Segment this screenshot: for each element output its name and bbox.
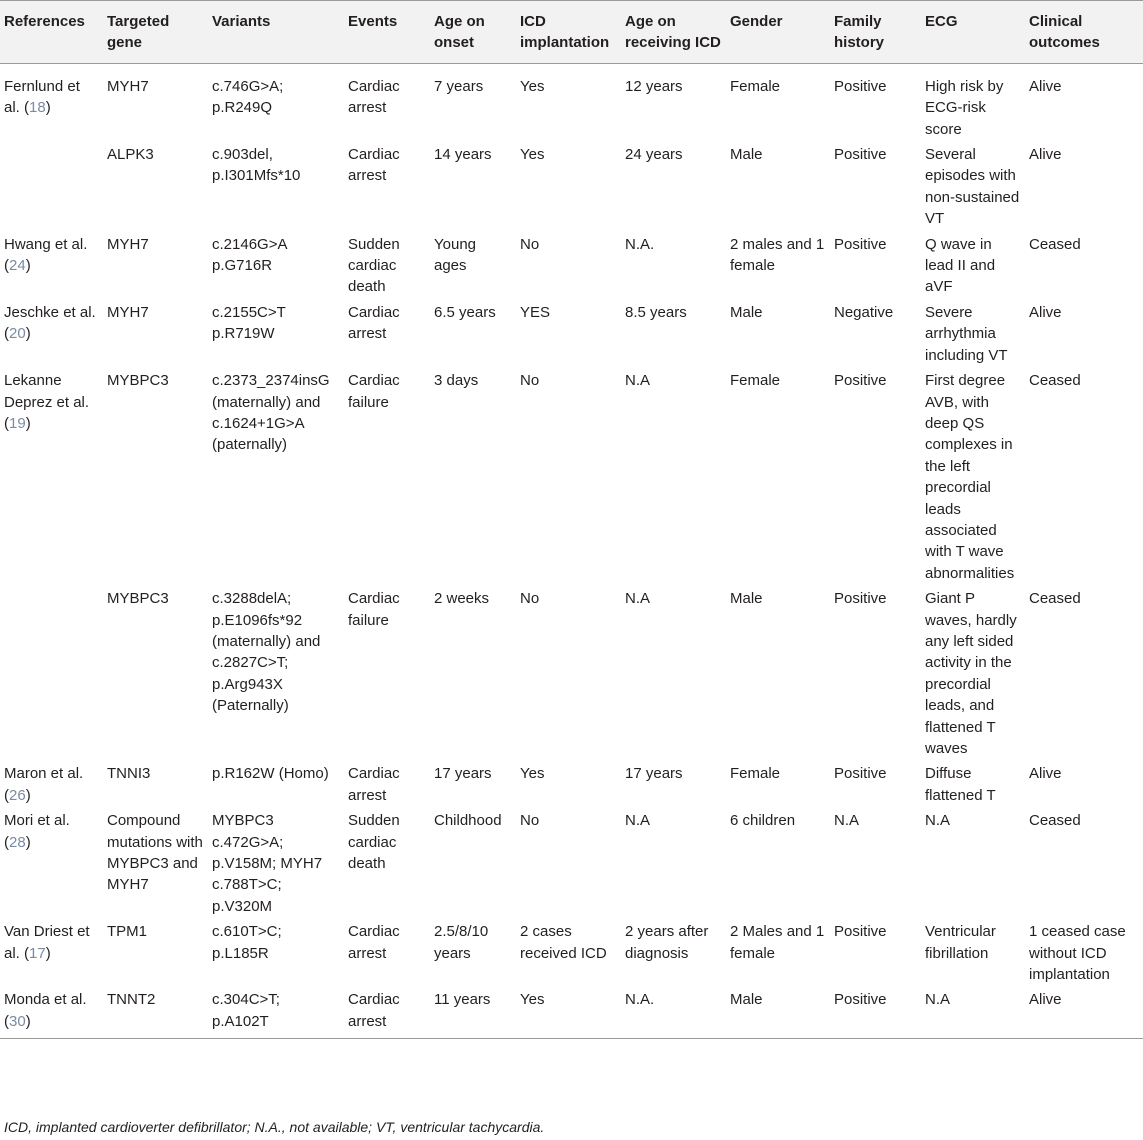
reference-link[interactable]: 26 — [9, 786, 26, 804]
cell-age-icd: 17 years — [625, 765, 683, 783]
reference-name: Van Driest et al. ( — [4, 923, 90, 962]
cell-family: Positive — [834, 765, 887, 783]
cell-variants: c.746G>A; p.R249Q — [212, 77, 284, 117]
cell-ecg: N.A — [925, 812, 951, 830]
cell-variants: c.2373_2374insG (maternally) and c.1624+1G>A (paternally) — [212, 372, 330, 454]
cell-reference — [0, 989, 103, 1038]
cell-icd: 2 cases received ICD — [520, 923, 607, 962]
cell-family: N.A — [834, 812, 860, 830]
cell-gender: Male — [726, 989, 830, 1038]
table-row — [0, 302, 1143, 370]
cell-ecg: Giant P waves, hardly any left sided activity in the precordial leads, and flattened T waves — [925, 590, 1017, 757]
reference-link[interactable]: 24 — [9, 257, 26, 275]
header-gender: Gender — [726, 1, 830, 64]
reference-link[interactable]: 17 — [29, 944, 46, 962]
reference-close: ) — [25, 786, 31, 804]
cell-ecg: Several episodes with non-sustained VT — [925, 146, 1020, 228]
cell-outcome: Alive — [1029, 77, 1062, 95]
cell-ecg: N.A — [921, 989, 1025, 1038]
cell-ecg: Severe arrhythmia including VT — [925, 303, 1008, 364]
cell-onset: 6.5 years — [434, 303, 496, 321]
table-row — [0, 921, 1143, 989]
cell-family: Positive — [830, 989, 921, 1038]
cell-age-icd: N.A. — [625, 235, 655, 253]
cell-icd: Yes — [516, 989, 621, 1038]
reference-close: ) — [45, 944, 51, 962]
cell-family: Positive — [834, 235, 887, 253]
cell-events: Cardiac arrest — [348, 146, 400, 185]
cell-gender: Female — [730, 765, 781, 783]
reference-link[interactable]: 28 — [9, 833, 26, 851]
cell-ecg: First degree AVB, with deep QS complexes in the left precordial leads associated with T wave abnormalities — [925, 372, 1015, 582]
cell-onset: 14 years — [434, 146, 492, 164]
reference-link[interactable]: 18 — [29, 99, 46, 117]
cell-onset: 11 years — [430, 989, 516, 1038]
table-row — [0, 234, 1143, 302]
reference-close: ) — [45, 99, 51, 117]
cell-outcome: Alive — [1029, 303, 1062, 321]
reference-name: Jeschke et al. ( — [4, 303, 96, 343]
cell-outcome: 1 ceased case without ICD implantation — [1029, 923, 1126, 984]
header-icd-implantation: ICD implantation — [516, 1, 621, 64]
cell-age-icd: N.A. — [621, 989, 726, 1038]
cell-gene: TNNT2 — [103, 989, 208, 1038]
cell-events: Sudden cardiac death — [348, 812, 400, 873]
reference-close: ) — [25, 833, 31, 851]
cell-events: Cardiac arrest — [348, 765, 400, 804]
cell-family: Positive — [834, 146, 887, 164]
cell-gender: Female — [730, 77, 781, 95]
cell-reference — [0, 763, 103, 810]
reference-name: Maron et al. ( — [4, 765, 84, 804]
cell-events: Cardiac failure — [348, 590, 400, 629]
table-row — [0, 370, 1143, 588]
cell-outcome: Ceased — [1029, 590, 1081, 608]
header-references: References — [0, 1, 103, 64]
cell-ecg: High risk by ECG-risk score — [925, 77, 1004, 138]
cell-reference — [0, 370, 103, 588]
cell-gene: MYBPC3 — [107, 372, 169, 390]
cell-icd: No — [520, 590, 540, 608]
header-variants: Variants — [208, 1, 344, 64]
cell-onset: 2.5/8/10 years — [434, 923, 489, 962]
reference-name: Fernlund et al. ( — [4, 77, 80, 117]
cell-icd: Yes — [520, 765, 545, 783]
reference-name: Lekanne Deprez et al. ( — [4, 372, 90, 432]
cell-outcome: Ceased — [1029, 372, 1081, 390]
cell-variants: p.R162W (Homo) — [212, 765, 329, 783]
header-clinical-outcomes: Clinical outcomes — [1025, 1, 1143, 64]
cell-gender: Male — [730, 146, 763, 164]
cell-family: Positive — [834, 923, 887, 941]
cell-gender: Male — [730, 303, 763, 321]
reference-name: Monda et al. ( — [4, 991, 87, 1030]
cell-family: Positive — [834, 590, 887, 608]
reference-link[interactable]: 20 — [9, 325, 26, 343]
cell-gene: MYH7 — [107, 77, 149, 95]
cell-ecg: Ventricular fibrillation — [925, 923, 996, 962]
cell-variants: MYBPC3 c.472G>A; p.V158M; MYH7 c.788T>C; p.V320M — [212, 812, 323, 915]
cell-outcome: Alive — [1029, 146, 1062, 164]
header-row — [0, 1, 1143, 64]
cell-icd: No — [520, 812, 540, 830]
header-family-history: Family history — [830, 1, 921, 64]
cell-outcome: Alive — [1025, 989, 1143, 1038]
cell-events: Cardiac arrest — [344, 989, 430, 1038]
table-row — [0, 63, 1143, 144]
cell-icd: Yes — [520, 146, 545, 164]
cell-events: Cardiac failure — [348, 372, 400, 411]
cell-events: Sudden cardiac death — [348, 235, 400, 296]
cell-gene: Compound mutations with MYBPC3 and MYH7 — [107, 812, 203, 894]
reference-link[interactable]: 30 — [9, 1012, 26, 1030]
table-row — [0, 810, 1143, 921]
cell-age-icd: N.A — [625, 590, 651, 608]
cell-gene: TPM1 — [107, 923, 148, 941]
table-footnote: ICD, implanted cardioverter defibrillator; N.A., not available; VT, ventricular tachycardia. — [4, 1119, 545, 1135]
table-row — [0, 989, 1143, 1038]
cell-variants: c.3288delA; p.E1096fs*92 (maternally) and c.2827C>T; p.Arg943X (Paternally) — [212, 590, 321, 715]
cell-events: Cardiac arrest — [348, 923, 400, 962]
cell-gender: 2 Males and 1 female — [730, 923, 825, 962]
cell-variants: c.304C>T; p.A102T — [208, 989, 344, 1038]
cell-age-icd: 2 years after diagnosis — [625, 923, 709, 962]
cell-events: Cardiac arrest — [348, 77, 400, 117]
cell-onset: Young ages — [434, 235, 476, 275]
header-targeted-gene: Targeted gene — [103, 1, 208, 64]
cell-events: Cardiac arrest — [348, 303, 400, 343]
cell-gender: 2 males and 1 female — [730, 235, 825, 275]
reference-link[interactable]: 19 — [9, 414, 26, 432]
cell-gender: Male — [730, 590, 763, 608]
cell-outcome: Alive — [1029, 765, 1062, 783]
table-row — [0, 144, 1143, 234]
cell-gene: MYH7 — [107, 303, 149, 321]
header-events: Events — [344, 1, 430, 64]
cell-reference — [0, 921, 103, 989]
header-age-on-receiving-icd: Age on receiving ICD — [621, 1, 726, 64]
cell-reference — [0, 302, 103, 370]
cell-onset: 7 years — [434, 77, 484, 95]
cell-age-icd: 24 years — [625, 146, 683, 164]
table-row — [0, 763, 1143, 810]
cell-onset: 3 days — [434, 372, 479, 390]
cell-gender: Female — [730, 372, 781, 390]
table-row — [0, 588, 1143, 763]
cell-age-icd: 8.5 years — [625, 303, 687, 321]
reference-close: ) — [25, 1012, 31, 1030]
cell-onset: 2 weeks — [434, 590, 490, 608]
cell-ecg: Diffuse flattened T — [925, 765, 996, 804]
cell-icd: YES — [520, 303, 551, 321]
header-age-on-onset: Age on onset — [430, 1, 516, 64]
cell-reference — [0, 810, 103, 921]
cell-onset: Childhood — [434, 812, 502, 830]
cell-ecg: Q wave in lead II and aVF — [925, 235, 996, 296]
cell-outcome: Ceased — [1029, 812, 1081, 830]
cell-variants: c.903del, p.I301Mfs*10 — [212, 146, 301, 185]
reference-name: Mori et al. ( — [4, 812, 70, 851]
cell-reference — [0, 588, 103, 763]
cell-gene: ALPK3 — [107, 146, 154, 164]
reference-close: ) — [25, 257, 31, 275]
reference-name: Hwang et al. ( — [4, 235, 88, 275]
cell-family: Positive — [834, 77, 887, 95]
cell-family: Positive — [834, 372, 887, 390]
cell-family: Negative — [834, 303, 894, 321]
cell-age-icd: N.A — [625, 812, 651, 830]
cell-reference — [0, 234, 103, 302]
cell-variants: c.2155C>T p.R719W — [212, 303, 286, 343]
header-ecg: ECG — [921, 1, 1025, 64]
cell-variants: c.610T>C; p.L185R — [212, 923, 282, 962]
cell-gene: MYBPC3 — [107, 590, 169, 608]
cell-age-icd: N.A — [625, 372, 651, 390]
reference-close: ) — [25, 414, 31, 432]
cell-gene: MYH7 — [107, 235, 149, 253]
cell-icd: No — [520, 235, 540, 253]
cell-gender: 6 children — [730, 812, 796, 830]
cell-gene: TNNI3 — [107, 765, 151, 783]
cell-reference — [0, 144, 103, 234]
cell-reference — [0, 63, 103, 144]
cell-icd: No — [520, 372, 540, 390]
cell-outcome: Ceased — [1029, 235, 1081, 253]
cell-onset: 17 years — [434, 765, 492, 783]
reference-close: ) — [25, 325, 31, 343]
cell-variants: c.2146G>A p.G716R — [212, 235, 287, 275]
cell-icd: Yes — [520, 77, 545, 95]
cell-age-icd: 12 years — [625, 77, 683, 95]
